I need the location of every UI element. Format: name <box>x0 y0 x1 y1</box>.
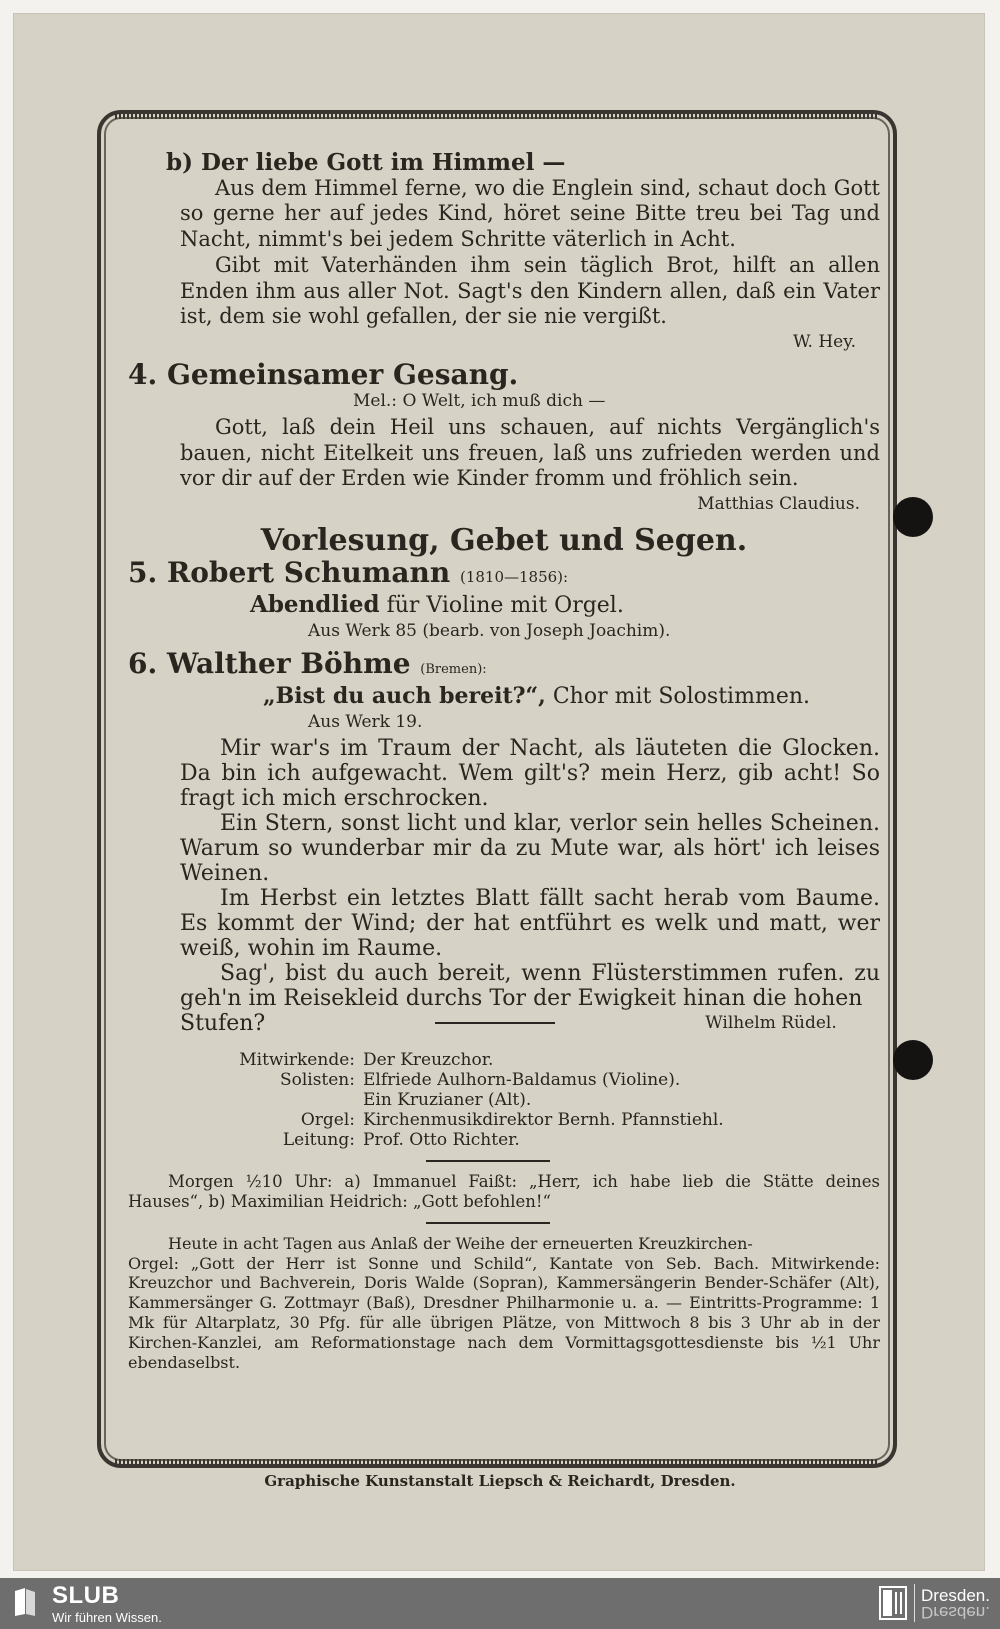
poem-stanza-2: Ein Stern, sonst licht und klar, verlor sein helles Scheinen. Warum so wunderbar mir da zu Mute war, als hört' ich leises Weinen. <box>180 810 880 886</box>
item-4-author: Matthias Claudius. <box>697 494 860 515</box>
item-6-author: Wilhelm Rüdel. <box>705 1012 837 1033</box>
item-4-text: Gott, laß dein Heil uns schauen, auf nichts Vergänglich's bauen, nicht Eitelkeit uns freuen, laß uns zufrieden werden und vor dir auf der Erden wie Kinder fromm und fröhlich sein. <box>180 415 880 491</box>
slub-book-icon <box>13 1587 37 1617</box>
poem-stanza-1: Mir war's im Traum der Nacht, als läuteten die Glocken. Da bin ich aufgewacht. Wem gilt's? mein Herz, gib acht! So fragt ich mich erschrocken. <box>180 735 880 811</box>
item-5-composer: 5. Robert Schumann <box>128 555 451 589</box>
credit-row: Leitung: Prof. Otto Richter. <box>282 1129 520 1150</box>
next-week-note <box>128 1234 880 1373</box>
reading-prayer-heading: Vorlesung, Gebet und Segen. <box>260 522 748 558</box>
divider-rule <box>435 1022 555 1024</box>
credit-row: Solisten: Elfriede Aulhorn-Baldamus (Violine). <box>279 1069 681 1090</box>
printer-imprint: Graphische Kunstanstalt Liepsch & Reichardt, Dresden. <box>264 1472 736 1490</box>
section-b-heading: b) Der liebe Gott im Himmel — <box>166 149 566 176</box>
item-6-place: (Bremen): <box>420 661 487 677</box>
item-5-work-rest: für Violine mit Orgel. <box>386 593 624 619</box>
credit-row: Orgel: Kirchenmusikdirektor Bernh. Pfannstiehl. <box>300 1109 724 1130</box>
item-6-poem <box>180 736 880 1036</box>
tomorrow-note-text: Morgen ½10 Uhr: a) Immanuel Faißt: „Herr, ich habe lieb die Stätte deines Hauses“, b) Maximilian Heidrich: „Gott befohlen!“ <box>128 1171 880 1211</box>
item-5-source: Aus Werk 85 (bearb. von Joseph Joachim). <box>308 620 671 641</box>
divider-rule <box>426 1222 550 1224</box>
poem-last-line <box>180 1011 880 1036</box>
item-4-heading: 4. Gemeinsamer Gesang. <box>128 357 519 391</box>
punch-hole-icon <box>893 497 933 537</box>
item-6-heading <box>128 646 880 683</box>
next-week-lead: Heute in acht Tagen aus Anlaß der Weihe der erneuerten Kreuzkirchen- <box>168 1233 753 1253</box>
item-4-melody: Mel.: O Welt, ich muß dich — <box>353 391 606 412</box>
dresden-logo-text[interactable]: Dresden. <box>921 1586 990 1605</box>
footer-separator <box>914 1584 915 1622</box>
item-6-work-title: „Bist du auch bereit?“, <box>263 683 546 710</box>
credits-list <box>218 1050 880 1150</box>
item-5-work-title: Abendlied <box>250 591 380 619</box>
item-5-years: (1810—1856): <box>459 567 569 586</box>
item-5-heading <box>128 555 880 591</box>
punch-hole-icon <box>893 1040 933 1080</box>
next-week-text: Orgel: „Gott der Herr ist Sonne und Schild“, Kantate von Seb. Bach. Mitwirkende: Kreuzchor und Bachverein, Doris Walde (Sopran), Kammersängerin Bender-Schäfer (Alt), Kammersänger G. Zottmayr (Baß), Dresdner Philharmonie u. a. — Eintritts-Programme: 1 Mk für Altarplatz, 30 Pfg. für alle übrigen Plätze, von Mittwoch 8 bis 3 Uhr ab in der Kirchen-Kanzlei, am Reformationstage nach dem Vormittagsgottesdienste bis ½1 Uhr ebendaselbst. <box>128 1253 880 1372</box>
program-content <box>128 150 880 1372</box>
poem-stanza-4: Sag', bist du auch bereit, wenn Flüsterstimmen rufen. zu geh'n im Reisekleid durchs Tor der Ewigkeit hinan die hohen <box>180 960 880 1011</box>
section-b-text-2: Gibt mit Vaterhänden ihm sein täglich Brot, hilft an allen Enden ihm aus aller Not. Sagt's den Kindern allen, daß ein Vater ist, dem sie wohl gefallen, der sie nie vergißt. <box>180 252 880 329</box>
footer-bar <box>0 1578 1000 1629</box>
credit-row: Mitwirkende: Der Kreuzchor. <box>239 1049 494 1070</box>
slub-logo-title[interactable]: SLUB <box>52 1582 120 1609</box>
dresden-crest-icon <box>879 1586 907 1620</box>
section-b-author: W. Hey. <box>793 331 856 352</box>
item-5-work <box>250 592 880 619</box>
dresden-logo-reflection: Dresden. <box>921 1603 990 1622</box>
item-6-composer: 6. Walther Böhme <box>128 646 411 680</box>
item-6-work-rest: Chor mit Solostimmen. <box>552 684 811 710</box>
poem-stanza-4-end: Stufen? <box>180 1010 266 1036</box>
tomorrow-note <box>128 1172 880 1212</box>
slub-tagline: Wir führen Wissen. <box>52 1610 162 1625</box>
item-6-source: Aus Werk 19. <box>308 712 423 733</box>
poem-stanza-3: Im Herbst ein letztes Blatt fällt sacht herab vom Baume. Es kommt der Wind; der hat entführt es welk und matt, wer weiß, wohin im Raume. <box>180 885 880 961</box>
section-b-text-1: Aus dem Himmel ferne, wo die Englein sind, schaut doch Gott so gerne her auf jedes Kind, höret seine Bitte treu bei Tag und Nacht, nimmt's bei jedem Schritte väterlich in Acht. <box>180 175 880 252</box>
item-6-work <box>263 684 880 710</box>
divider-rule <box>426 1160 550 1162</box>
credit-row: Ein Kruzianer (Alt). <box>363 1089 532 1110</box>
